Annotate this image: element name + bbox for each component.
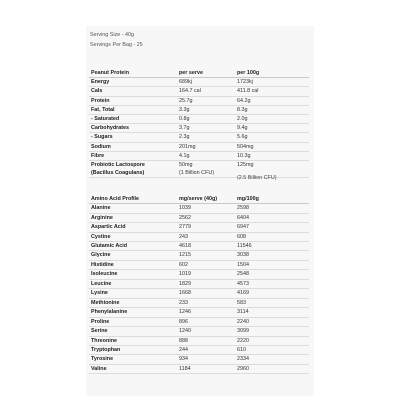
per-serve-value: 25.7g bbox=[177, 96, 235, 105]
row-label: Serine bbox=[89, 327, 177, 336]
row-label: Alanine bbox=[89, 204, 177, 213]
row-label: Glutamic Acid bbox=[89, 242, 177, 251]
per-100g-value: 2.0g bbox=[235, 115, 309, 124]
table-row bbox=[89, 270, 309, 279]
per-100g-value: 1504 bbox=[235, 260, 309, 269]
per-100g-value: 608 bbox=[235, 232, 309, 241]
row-label: Carbohydrates bbox=[89, 124, 177, 133]
per-serve-value: 2562 bbox=[177, 213, 235, 222]
per-serve-value: 164.7 cal bbox=[177, 87, 235, 96]
probiotic-cfu-note: (2.5 Billion CFU) bbox=[237, 175, 277, 181]
per-serve-value: 896 bbox=[177, 317, 235, 326]
per-100g-value: 2960 bbox=[235, 364, 309, 373]
row-label: Arginine bbox=[89, 213, 177, 222]
per-100g-value: 8.3g bbox=[235, 105, 309, 114]
row-label: Protein bbox=[89, 96, 177, 105]
per-serve-value: 689kj bbox=[177, 78, 235, 87]
table-row bbox=[89, 298, 309, 307]
row-label: Fat, Total bbox=[89, 105, 177, 114]
row-label: Aspartic Acid bbox=[89, 223, 177, 232]
row-label: Methionine bbox=[89, 298, 177, 307]
table-row bbox=[89, 251, 309, 260]
row-label: Probiotic Lactospore bbox=[91, 162, 145, 169]
row-label: Phenylalanine bbox=[89, 308, 177, 317]
per-100g-value: 583 bbox=[235, 298, 309, 307]
table-row bbox=[89, 279, 309, 288]
row-label: Sodium bbox=[89, 142, 177, 151]
amino-header-per-100g: mg/100g bbox=[235, 195, 309, 204]
table-row bbox=[89, 105, 309, 114]
table-row bbox=[89, 355, 309, 364]
per-serve-value: 244 bbox=[177, 346, 235, 355]
amino-header-row bbox=[89, 195, 309, 204]
per-serve-value: 0.8g bbox=[177, 115, 235, 124]
table-row bbox=[89, 213, 309, 222]
per-serve-value: 4618 bbox=[177, 242, 235, 251]
table-row bbox=[89, 336, 309, 345]
per-serve-value: 1246 bbox=[177, 308, 235, 317]
row-label: Isoleucine bbox=[89, 270, 177, 279]
table-row bbox=[89, 260, 309, 269]
row-label: Leucine bbox=[89, 279, 177, 288]
nutrition-header-per-serve: per serve bbox=[177, 69, 235, 78]
per-100g-value: 2220 bbox=[235, 336, 309, 345]
row-label: Cystine bbox=[89, 232, 177, 241]
table-row bbox=[89, 96, 309, 105]
amino-acid-table bbox=[89, 195, 309, 374]
per-serve-value: 1240 bbox=[177, 327, 235, 336]
row-label: Tyrosine bbox=[89, 355, 177, 364]
per-100g-value: 3099 bbox=[235, 327, 309, 336]
per-100g-value: 4573 bbox=[235, 279, 309, 288]
table-row bbox=[89, 327, 309, 336]
per-100g-value: 411.8 cal bbox=[235, 87, 309, 96]
table-row bbox=[89, 87, 309, 96]
row-label: Energy bbox=[89, 78, 177, 87]
table-row bbox=[89, 133, 309, 142]
per-100g-value: 9.4g bbox=[235, 124, 309, 133]
per-serve-value: 3.7g bbox=[177, 124, 235, 133]
per-serve-value: 934 bbox=[177, 355, 235, 364]
row-label: Fibre bbox=[89, 151, 177, 160]
per-100g-value: 11546 bbox=[235, 242, 309, 251]
row-label: - Saturated bbox=[89, 115, 177, 124]
per-100g-value: 10.3g bbox=[235, 151, 309, 160]
table-row bbox=[89, 317, 309, 326]
serving-info bbox=[90, 31, 143, 50]
per-100g-value: 2240 bbox=[235, 317, 309, 326]
table-row bbox=[89, 364, 309, 373]
per-serve-value: 2.3g bbox=[177, 133, 235, 142]
per-serve-value: 1215 bbox=[177, 251, 235, 260]
per-100g-value: 504mg bbox=[235, 142, 309, 151]
row-label: Threonine bbox=[89, 336, 177, 345]
row-label: Histidine bbox=[89, 260, 177, 269]
table-row bbox=[89, 78, 309, 87]
row-label: Lysine bbox=[89, 289, 177, 298]
table-row bbox=[89, 242, 309, 251]
per-100g-value: 2548 bbox=[235, 270, 309, 279]
table-row bbox=[89, 204, 309, 213]
amino-header-per-serve: mg/serve (40g) bbox=[177, 195, 235, 204]
per-serve-value: 1829 bbox=[177, 279, 235, 288]
servings-per-bag: Servings Per Bag - 25 bbox=[90, 41, 143, 48]
per-100g-value: 5.6g bbox=[235, 133, 309, 142]
per-serve-value: 1184 bbox=[177, 364, 235, 373]
nutrition-table bbox=[89, 69, 309, 178]
row-label: Glycine bbox=[89, 251, 177, 260]
per-serve-value: 1668 bbox=[177, 289, 235, 298]
table-row bbox=[89, 346, 309, 355]
per-serve-value: 201mg bbox=[177, 142, 235, 151]
table-row bbox=[89, 142, 309, 151]
per-100g-value: 64.2g bbox=[235, 96, 309, 105]
per-100g-value: 2598 bbox=[235, 204, 309, 213]
table-row bbox=[89, 115, 309, 124]
row-label: (Bacillus Coagulans) bbox=[89, 169, 177, 178]
amino-header-name: Amino Acid Profile bbox=[89, 195, 177, 204]
table-row bbox=[89, 308, 309, 317]
nutrition-header-name: Peanut Protein bbox=[89, 69, 177, 78]
per-serve-value: 2779 bbox=[177, 223, 235, 232]
per-100g-value: 3038 bbox=[235, 251, 309, 260]
table-row bbox=[89, 223, 309, 232]
per-serve-value: 1019 bbox=[177, 270, 235, 279]
per-100g-value: 3114 bbox=[235, 308, 309, 317]
table-row bbox=[89, 124, 309, 133]
table-row bbox=[89, 161, 309, 170]
per-serve-value: 4.1g bbox=[177, 151, 235, 160]
table-row bbox=[89, 151, 309, 160]
row-label: Proline bbox=[89, 317, 177, 326]
table-row bbox=[89, 289, 309, 298]
per-100g-value: 2334 bbox=[235, 355, 309, 364]
per-100g-value: 125mg bbox=[237, 162, 254, 169]
per-serve-value: 3.3g bbox=[177, 105, 235, 114]
per-serve-value: 1039 bbox=[177, 204, 235, 213]
per-100g-value: 4169 bbox=[235, 289, 309, 298]
per-serve-value: 888 bbox=[177, 336, 235, 345]
per-100g-value: 610 bbox=[235, 346, 309, 355]
per-serve-value: (1 Billion CFU) bbox=[177, 169, 235, 178]
per-serve-value: 602 bbox=[177, 260, 235, 269]
per-100g-value: 1723kj bbox=[235, 78, 309, 87]
row-label: Valine bbox=[89, 364, 177, 373]
row-label: Cals bbox=[89, 87, 177, 96]
nutrition-header-per-100g: per 100g bbox=[235, 69, 309, 78]
per-serve-value: 50mg bbox=[179, 162, 193, 169]
table-row bbox=[89, 232, 309, 241]
per-100g-value: 6404 bbox=[235, 213, 309, 222]
nutrition-header-row bbox=[89, 69, 309, 78]
row-label: Tryptophan bbox=[89, 346, 177, 355]
per-100g-value: 6947 bbox=[235, 223, 309, 232]
per-serve-value: 233 bbox=[177, 298, 235, 307]
serving-size: Serving Size - 40g bbox=[90, 32, 135, 38]
per-serve-value: 243 bbox=[177, 232, 235, 241]
row-label: - Sugars bbox=[89, 133, 177, 142]
